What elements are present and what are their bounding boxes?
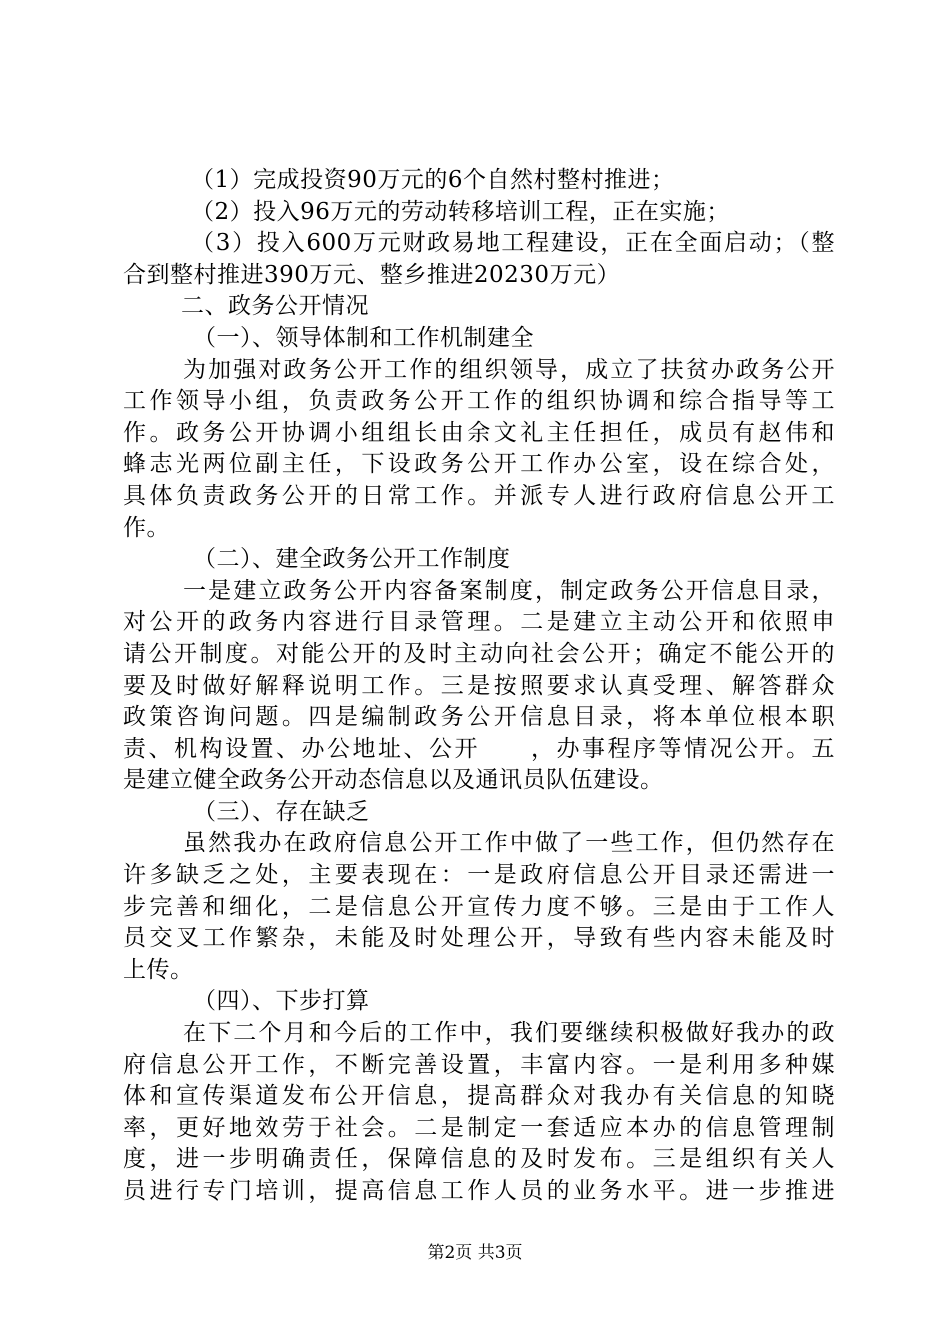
paragraph-line: 步完善和细化，二是信息公开宣传力度不够。三是由于工作人 <box>123 893 835 920</box>
paragraph-line: 员交叉工作繁杂，未能及时处理公开，导致有些内容未能及时 <box>123 925 835 952</box>
paragraph-line: 上传。 <box>123 956 194 983</box>
paragraph-line: 要及时做好解释说明工作。三是按照要求认真受理、解答群众 <box>123 672 835 699</box>
paragraph-line: 率，更好地效劳于社会。二是制定一套适应本办的信息管理制 <box>123 1114 835 1141</box>
paragraph-line: 对公开的政务内容进行目录管理。二是建立主动公开和依照申 <box>123 609 835 636</box>
paragraph-line: 请公开制度。对能公开的及时主动向社会公开；确定不能公开的 <box>123 640 835 667</box>
paragraph-line: 许多缺乏之处，主要表现在：一是政府信息公开目录还需进一 <box>123 862 835 889</box>
paragraph-line: 体和宣传渠道发布公开信息，提高群众对我办有关信息的知晓 <box>123 1083 835 1110</box>
page-number-footer: 第2页 共3页 <box>427 1243 523 1263</box>
paragraph-line: 是建立健全政务公开动态信息以及通讯员队伍建设。 <box>123 767 664 794</box>
paragraph-line: 虽然我办在政府信息公开工作中做了一些工作，但仍然存在 <box>183 830 835 857</box>
paragraph-line: 作。政务公开协调小组组长由余文礼主任担任，成员有赵伟和 <box>123 419 835 446</box>
list-item: （3）投入600万元财政易地工程建设，正在全面启动；（整 <box>191 230 835 257</box>
paragraph-line: 作。 <box>123 514 170 541</box>
paragraph-line: 府信息公开工作，不断完善设置，丰富内容。一是利用多种媒 <box>123 1051 835 1078</box>
paragraph-line: 为加强对政务公开工作的组织领导，成立了扶贫办政务公开 <box>183 356 835 383</box>
document-body <box>123 165 835 1208</box>
paragraph-line: 蜂志光两位副主任，下设政务公开工作办公室，设在综合处， <box>123 451 835 478</box>
paragraph-line: 员进行专门培训，提高信息工作人员的业务水平。进一步推进 <box>123 1178 835 1204</box>
paragraph-line: 在下二个月和今后的工作中，我们要继续积极做好我办的政 <box>183 1020 835 1047</box>
paragraph-line: 工作领导小组，负责政务公开工作的组织协调和综合指导等工 <box>123 388 835 415</box>
paragraph-line: 政策咨询问题。四是编制政务公开信息目录，将本单位根本职 <box>123 704 835 731</box>
paragraph-line: 责、机构设置、办公地址、公开 ，办事程序等情况公开。五 <box>123 735 835 762</box>
paragraph-line: 度，进一步明确责任，保障信息的及时发布。三是组织有关人 <box>123 1146 835 1173</box>
section-heading: 二、政务公开情况 <box>181 293 369 320</box>
subsection-heading: （四）、下步打算 <box>193 988 370 1015</box>
subsection-heading: （三）、存在缺乏 <box>193 798 370 825</box>
list-item: （1）完成投资90万元的6个自然村整村推进； <box>191 167 675 193</box>
subsection-heading: （一）、领导体制和工作机制建全 <box>193 324 534 351</box>
paragraph-line: 合到整村推进390万元、整乡推进20230万元） <box>123 261 621 288</box>
list-item: （2）投入96万元的劳动转移培训工程，正在实施； <box>191 198 730 225</box>
subsection-heading: （二）、建全政务公开工作制度 <box>193 546 511 573</box>
paragraph-line: 具体负责政务公开的日常工作。并派专人进行政府信息公开工 <box>123 482 835 509</box>
paragraph-line: 一是建立政务公开内容备案制度，制定政务公开信息目录， <box>183 577 835 604</box>
